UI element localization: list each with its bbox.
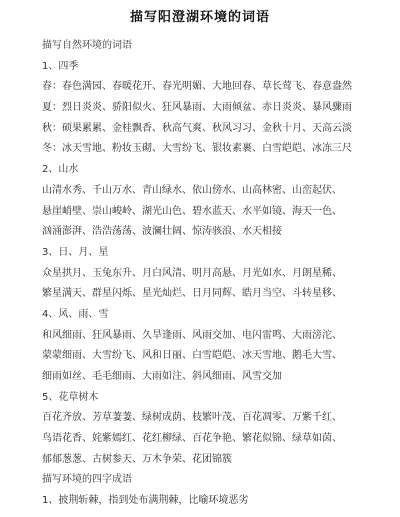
text-line-autumn: 秋：硕果累累、金桂飘香、秋高气爽、秋风习习、金秋十月、天高云淡 [42,122,352,134]
text-line: 百花齐放、芳草萋萋、绿树成荫、枝繁叶茂、百花凋零、万紫千红、 [42,412,342,424]
text-line-spring: 春：春色满园、春暖花开、春光明媚、大地回春、草长莺飞、春意盎然 [42,81,352,93]
section-intro: 描写自然环境的词语 [42,40,132,51]
text-line: 细雨如丝、毛毛细雨、大雨如注、斜风细雨、风雪交加 [42,371,282,382]
text-line-truncated: 1、披荆斩棘，指到处布满荆棘，比喻环境恶劣 [42,495,249,506]
section-heading-idioms: 描写环境的四字成语 [42,474,132,486]
text-line: 郁郁葱葱、古树参天、万木争荣、花团锦簇 [42,453,232,465]
section-heading-seasons: 1、四季 [42,60,79,72]
text-line-winter: 冬：冰天雪地、粉妆玉砌、大雪纷飞、银妆素裹、白雪皑皑、冰冻三尺 [42,143,352,155]
text-line-summer: 夏：烈日炎炎、骄阳似火、狂风暴雨、大雨倾盆、赤日炎炎、暴风骤雨 [42,102,352,114]
text-line: 汹涌澎湃、浩浩荡荡、波澜壮阔、惊涛骇浪、水天相接 [42,226,282,238]
section-heading-sun-moon-stars: 3、日、月、星 [42,246,109,258]
section-heading-mountains-water: 2、山水 [42,164,79,176]
text-line: 众星拱月、玉兔东升、月白风清、明月高悬、月光如水、月朗星稀、 [42,267,342,279]
text-line: 山清水秀、千山万水、青山绿水、依山傍水、山高林密、山峦起伏、 [42,184,342,196]
section-heading-wind-rain-snow: 4、风、雨、雪 [42,308,109,320]
section-heading-plants: 5、花草树木 [42,391,99,403]
text-line: 悬崖峭壁、崇山峻岭、湖光山色、碧水蓝天、水平如镜、海天一色、 [42,205,342,217]
text-line: 蒙蒙细雨、大雪纷飞、风和日丽、白雪皑皑、冰天雪地、鹅毛大雪、 [42,350,342,362]
page-title: 描写阳澄湖环境的词语 [129,10,270,25]
text-line: 和风细雨、狂风暴雨、久旱逢雨、风雨交加、电闪雷鸣、大雨滂沱、 [42,329,342,341]
text-line: 鸟语花香、姹紫嫣红、花红柳绿、百花争艳、繁花似锦、绿草如茵、 [42,433,342,445]
content-body [42,36,392,505]
text-line: 繁星满天、群星闪烁、星光灿烂、日月同辉、皓月当空、斗转星移、 [42,288,342,300]
